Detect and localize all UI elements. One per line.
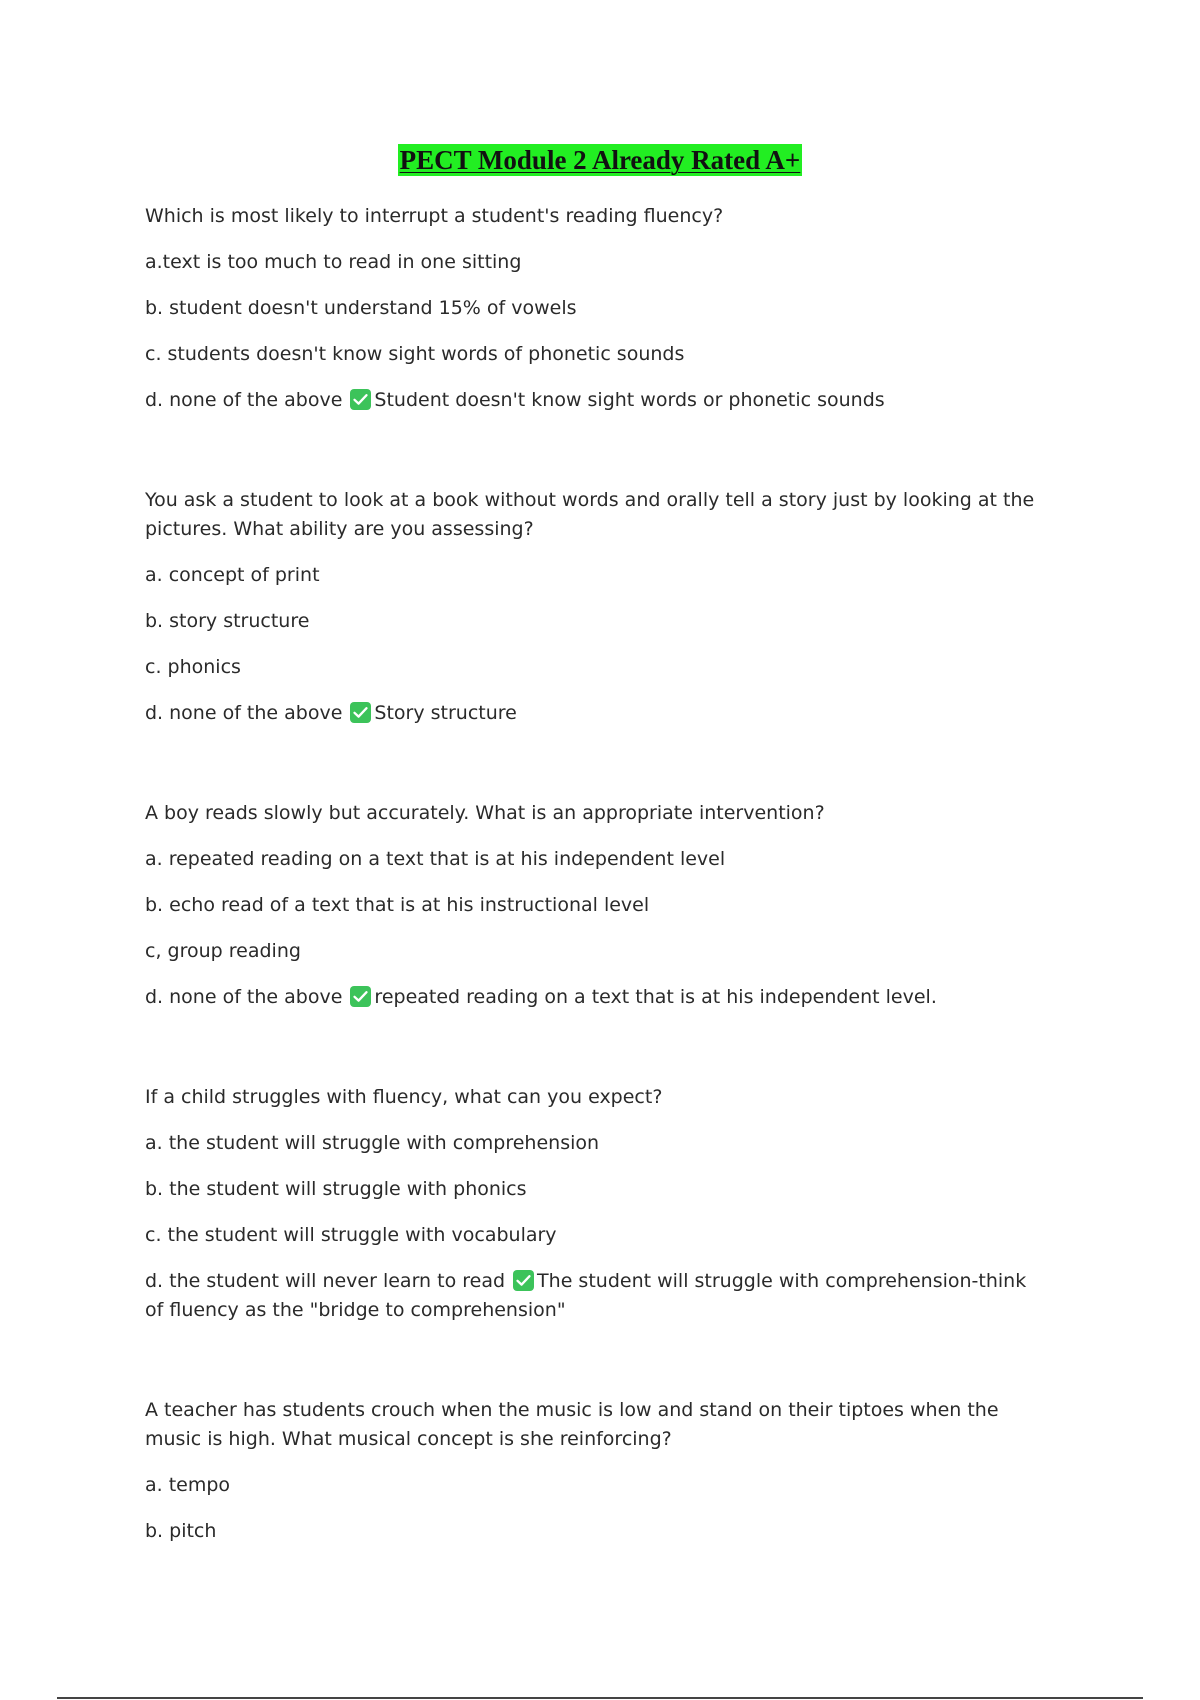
option-c: c, group reading (145, 940, 301, 962)
option-b: b. echo read of a text that is at his instructional level (145, 894, 650, 916)
option-b: b. the student will struggle with phonics (145, 1178, 527, 1200)
correct-answer: Student doesn't know sight words or phonetic sounds (374, 389, 885, 411)
spacer (145, 1342, 1045, 1396)
question-4 (145, 1083, 1045, 1325)
option-a: a. the student will struggle with comprehension (145, 1132, 600, 1154)
option-a: a. repeated reading on a text that is at his independent level (145, 848, 726, 870)
question-text: If a child struggles with fluency, what can you expect? (145, 1086, 663, 1108)
option-d-with-answer (145, 1267, 1045, 1325)
option-a: a. tempo (145, 1474, 231, 1496)
correct-answer: Story structure (374, 702, 517, 724)
spacer (145, 432, 1045, 486)
option-b: b. story structure (145, 610, 310, 632)
title-wrap (0, 144, 1200, 176)
check-box-icon (513, 1270, 534, 1291)
question-3 (145, 799, 1045, 1012)
option-d: d. none of the above (145, 389, 343, 411)
option-d-with-answer (145, 699, 1045, 728)
document-content (145, 202, 1045, 1563)
option-d: d. the student will never learn to read (145, 1270, 506, 1292)
document-title: PECT Module 2 Already Rated A+ (399, 145, 801, 175)
option-d-with-answer (145, 983, 1045, 1012)
question-text: Which is most likely to interrupt a student's reading fluency? (145, 205, 724, 227)
option-c: c. the student will struggle with vocabulary (145, 1224, 557, 1246)
option-a: a.text is too much to read in one sitting (145, 251, 522, 273)
option-a: a. concept of print (145, 564, 320, 586)
correct-answer: The student will struggle with comprehension-think of fluency as the "bridge to comprehension" (145, 1270, 1027, 1321)
question-5 (145, 1396, 1045, 1546)
check-box-icon (350, 986, 371, 1007)
option-b: b. pitch (145, 1520, 217, 1542)
option-b: b. student doesn't understand 15% of vowels (145, 297, 577, 319)
spacer (145, 1029, 1045, 1083)
spacer (145, 745, 1045, 799)
option-c: c. students doesn't know sight words of phonetic sounds (145, 343, 685, 365)
question-2 (145, 486, 1045, 728)
option-c: c. phonics (145, 656, 241, 678)
option-d-with-answer (145, 386, 1045, 415)
option-d: d. none of the above (145, 702, 343, 724)
check-box-icon (350, 389, 371, 410)
correct-answer: repeated reading on a text that is at his independent level. (374, 986, 937, 1008)
question-1 (145, 202, 1045, 415)
question-text: A teacher has students crouch when the music is low and stand on their tiptoes when the music is high. What musical concept is she reinforcing? (145, 1399, 999, 1450)
question-text: A boy reads slowly but accurately. What is an appropriate intervention? (145, 802, 825, 824)
option-d: d. none of the above (145, 986, 343, 1008)
page-bottom-rule (57, 1697, 1143, 1699)
question-text: You ask a student to look at a book without words and orally tell a story just by looking at the pictures. What ability are you assessing? (145, 489, 1035, 540)
check-box-icon (350, 702, 371, 723)
